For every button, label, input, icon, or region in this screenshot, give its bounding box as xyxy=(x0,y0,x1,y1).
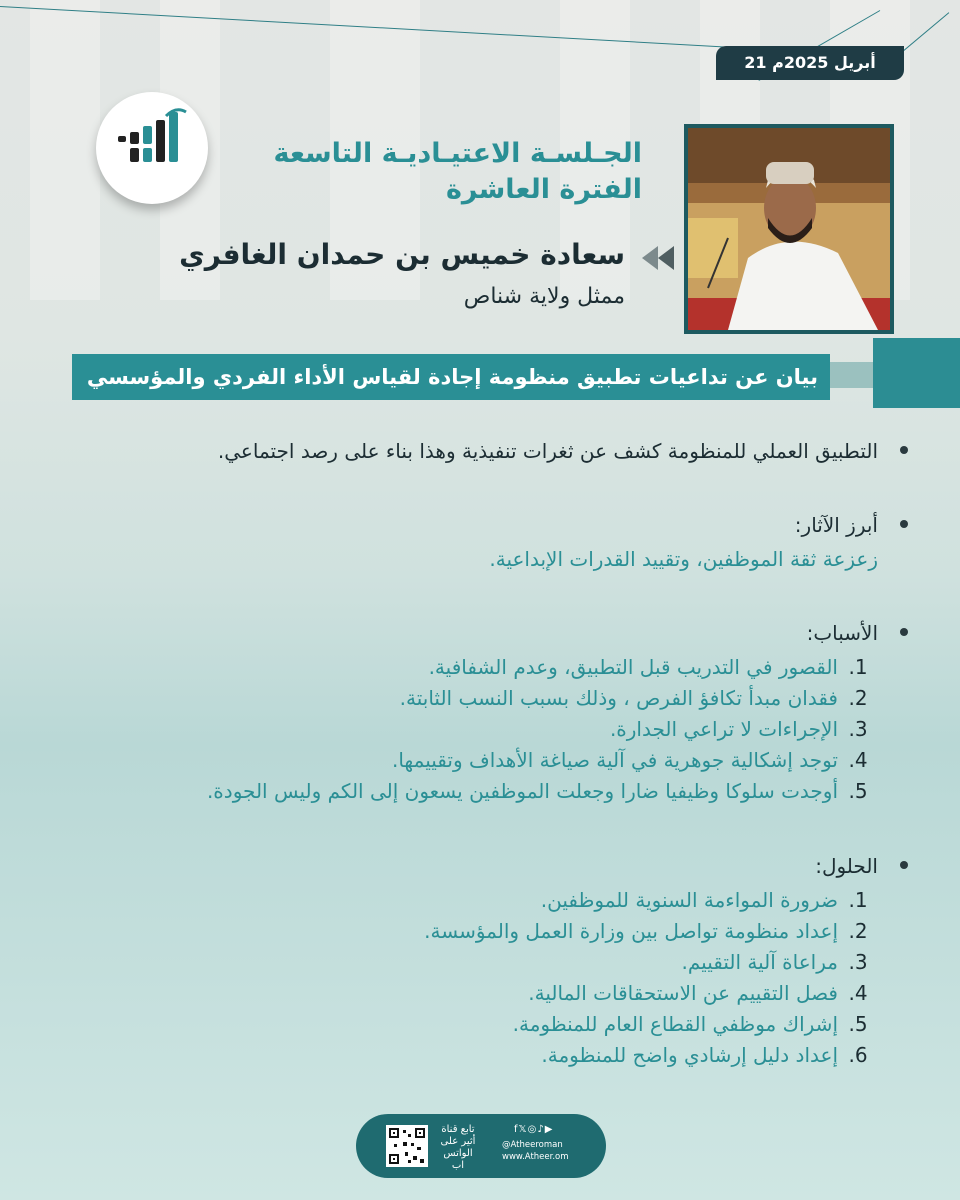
footer-site[interactable]: www.Atheer.om xyxy=(502,1152,569,1162)
member-photo-image xyxy=(688,128,890,330)
intro-text: التطبيق العملي للمنظومة كشف عن ثغرات تنفيذية وهذا بناء على رصد اجتماعي. xyxy=(217,439,878,463)
qr-code-icon[interactable] xyxy=(386,1125,428,1167)
statement-content xyxy=(48,430,908,1071)
x-icon[interactable]: 𝕏 xyxy=(518,1124,528,1135)
list-item: 2. فقدان مبدأ تكافؤ الفرص ، وذلك بسبب النسب الثابتة. xyxy=(399,686,868,710)
list-item: 4. توجد إشكالية جوهرية في آلية صياغة الأهداف وتقييمها. xyxy=(391,748,868,772)
instagram-icon[interactable]: ◎ xyxy=(527,1124,538,1135)
solutions-heading: الحلول: xyxy=(815,854,878,878)
session-line-2: الفترة العاشرة xyxy=(445,174,642,205)
list-item: 2. إعداد منظومة تواصل بين وزارة العمل والمؤسسة. xyxy=(424,919,868,943)
list-item: 5. إشراك موظفي القطاع العام للمنظومة. xyxy=(512,1012,868,1036)
causes-list xyxy=(48,652,878,807)
solutions-section xyxy=(48,851,908,1071)
list-item: 3. مراعاة آلية التقييم. xyxy=(681,950,868,974)
footer-handle[interactable]: @Atheeroman xyxy=(502,1140,563,1150)
session-line-1: الجـلسـة الاعتيـاديـة التاسعة xyxy=(273,138,642,169)
member-photo xyxy=(684,124,894,334)
member-name: سعادة خميس بن حمدان الغافري xyxy=(179,238,625,271)
list-item: 4. فصل التقييم عن الاستحقاقات المالية. xyxy=(528,981,868,1005)
list-item: 5. أوجدت سلوكا وظيفيا ضارا وجعلت الموظفين يسعون إلى الكم وليس الجودة. xyxy=(206,779,868,803)
solutions-list xyxy=(48,885,878,1071)
effects-section xyxy=(48,510,908,574)
atheer-logo-icon xyxy=(96,92,208,204)
effects-text: زعزعة ثقة الموظفين، وتقييد القدرات الإبداعية. xyxy=(489,547,878,571)
tiktok-icon[interactable]: ♪ xyxy=(537,1124,545,1135)
causes-section xyxy=(48,618,908,807)
decor-band xyxy=(873,338,960,408)
statement-title: بيان عن تداعيات تطبيق منظومة إجادة لقياس الأداء الفردي والمؤسسي xyxy=(72,354,830,400)
list-item: 3. الإجراءات لا تراعي الجدارة. xyxy=(609,717,868,741)
footer-follow-text: تابع قناة أثير على الواتس اب xyxy=(440,1124,476,1171)
list-item: 6. إعداد دليل إرشادي واضح للمنظومة. xyxy=(541,1043,868,1067)
youtube-icon[interactable]: ▶ xyxy=(544,1124,554,1135)
effects-heading: أبرز الآثار: xyxy=(794,513,878,537)
intro-bullet xyxy=(48,436,908,466)
list-item: 1. القصور في التدريب قبل التطبيق، وعدم الشفافية. xyxy=(428,655,868,679)
facebook-icon[interactable]: f xyxy=(514,1124,519,1135)
social-icons[interactable] xyxy=(514,1124,553,1135)
session-title xyxy=(273,136,642,208)
list-item: 1. ضرورة المواءمة السنوية للموظفين. xyxy=(540,888,868,912)
date-badge: 21 أبريل 2025م xyxy=(716,46,904,80)
chevron-left-icon xyxy=(640,244,676,272)
member-role: ممثل ولاية شناص xyxy=(463,284,625,309)
atheer-logo xyxy=(96,92,208,204)
causes-heading: الأسباب: xyxy=(806,621,878,645)
